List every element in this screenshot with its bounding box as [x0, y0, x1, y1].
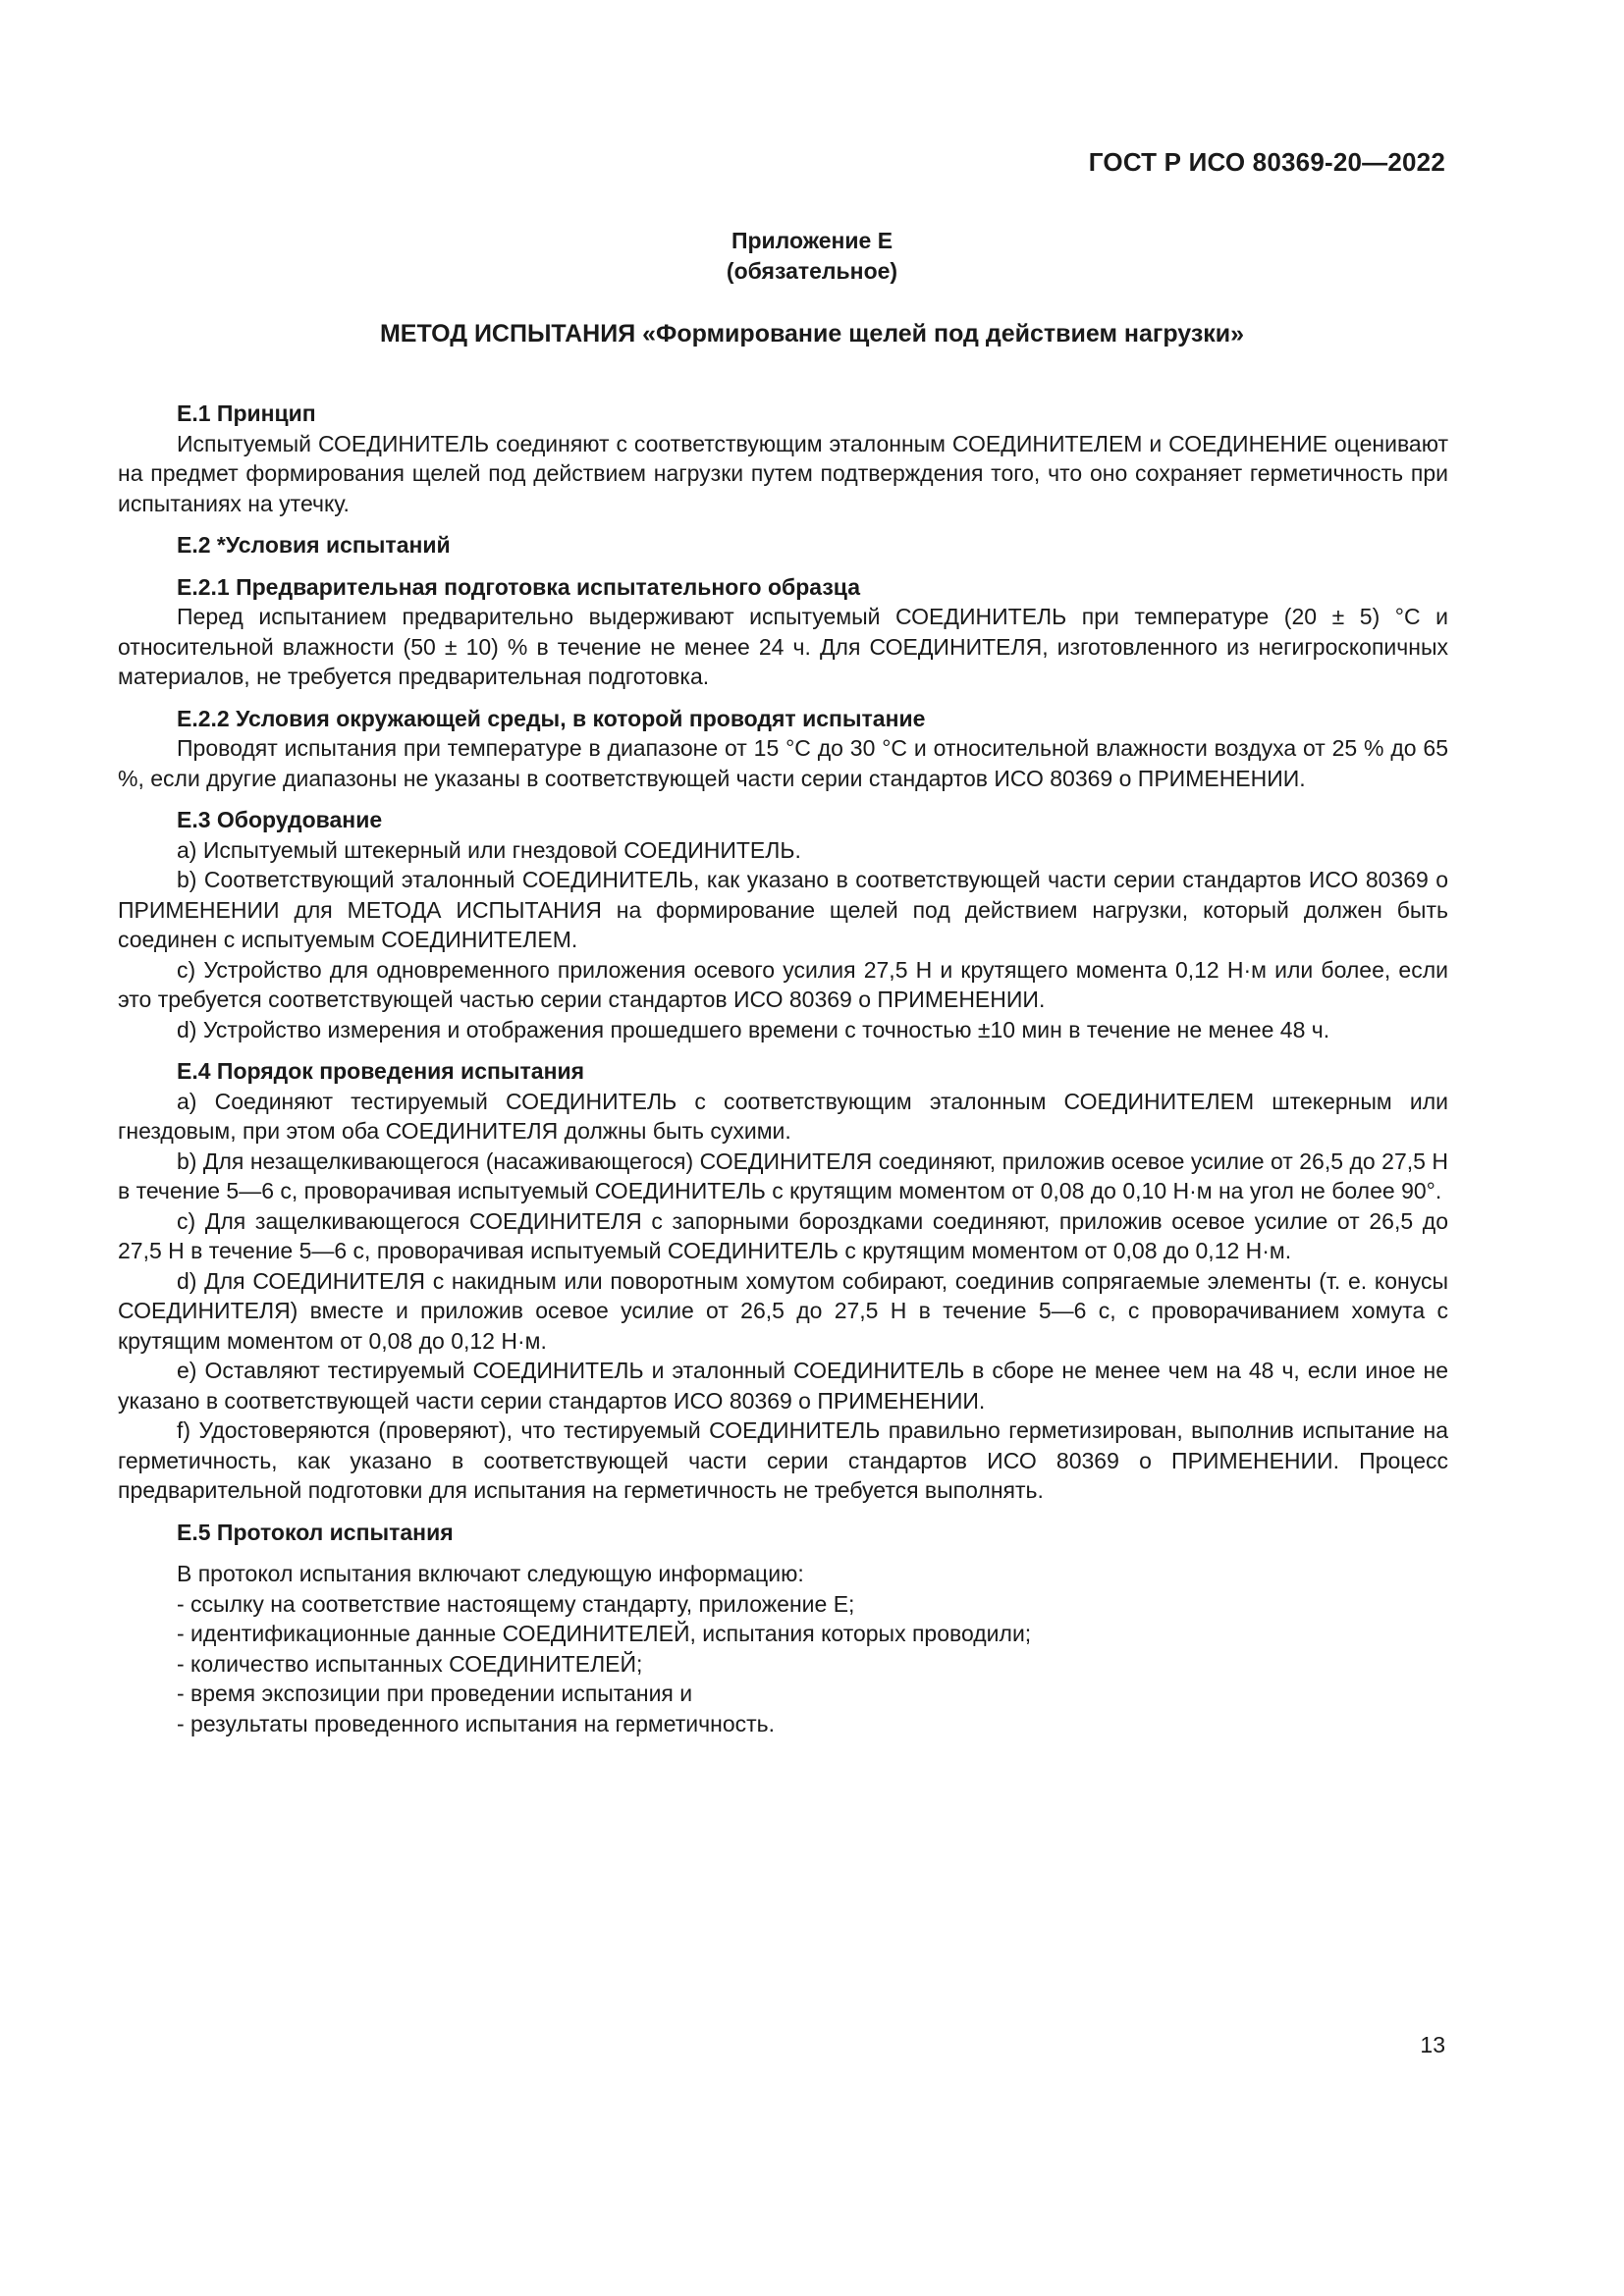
list-item: a) Испытуемый штекерный или гнездовой СОЕДИНИТЕЛЬ. [177, 836, 801, 863]
list-item: c) Устройство для одновременного приложения осевого усилия 27,5 Н и крутящего момента 0,12 Н·м или более, если это требуется соответствующей частью серии стандартов ИСО 80369 о ПРИМЕНЕНИИ. [118, 956, 1448, 1012]
annex-status: (обязательное) [726, 258, 898, 284]
section-heading-e5: Е.5 Протокол испытания [177, 1519, 454, 1545]
section-heading-e3: Е.3 Оборудование [177, 807, 383, 832]
annex-title: МЕТОД ИСПЫТАНИЯ «Формирование щелей под действием нагрузки» [379, 320, 1245, 347]
section-heading-e1: Е.1 Принцип [177, 400, 316, 426]
page-number: 13 [1420, 2032, 1445, 2057]
paragraph: Проводят испытания при температуре в диапазоне от 15 °С до 30 °С и относительной влажности воздуха от 25 % до 65 %, если другие диапазоны не указаны в соответствующей части серии стандартов ИСО 80369 о ПРИМЕНЕНИИ. [118, 735, 1448, 791]
annex-block [0, 226, 1624, 287]
paragraph: Перед испытанием предварительно выдерживают испытуемый СОЕДИНИТЕЛЬ при температуре (20 ± 5) °С и относительной влажности (50 ± 10) % в течение не менее 24 ч. Для СОЕДИНИТЕЛЯ, изготовленного из негигроскопичных материалов, не требуется предварительная подготовка. [118, 604, 1448, 689]
annex-label: Приложение Е [731, 228, 893, 253]
list-item: - количество испытанных СОЕДИНИТЕЛЕЙ; [177, 1650, 643, 1677]
list-item: f) Удостоверяются (проверяют), что тестируемый СОЕДИНИТЕЛЬ правильно герметизирован, выполнив испытание на герметичность, как указано в соответствующей части серии стандартов ИСО 80369 о ПРИМЕНЕНИИ. Процесс предварительной подготовки для испытания на герметичность не требуется выполнять. [118, 1417, 1448, 1503]
list-item: - идентификационные данные СОЕДИНИТЕЛЕЙ, испытания которых проводили; [177, 1621, 1032, 1646]
section-heading-e22: Е.2.2 Условия окружающей среды, в которой проводят испытание [177, 705, 926, 731]
list-item: d) Устройство измерения и отображения прошедшего времени с точностью ±10 мин в течение не менее 48 ч. [177, 1016, 1330, 1042]
list-item: d) Для СОЕДИНИТЕЛЯ с накидным или поворотным хомутом собирают, соединив сопрягаемые элементы (т. е. конусы СОЕДИНИТЕЛЯ) вместе и приложив осевое усилие от 26,5 до 27,5 Н в течение 5—6 с, с проворачиванием хомута с крутящим моментом от 0,08 до 0,12 Н·м. [118, 1267, 1448, 1354]
section-heading-e21: Е.2.1 Предварительная подготовка испытательного образца [177, 573, 861, 600]
document-body [118, 399, 1448, 1738]
list-item: - результаты проведенного испытания на герметичность. [177, 1710, 776, 1736]
list-item: b) Соответствующий эталонный СОЕДИНИТЕЛЬ, как указано в соответствующей части серии стандартов ИСО 80369 о ПРИМЕНЕНИИ для МЕТОДА ИСПЫТАНИЯ на формирование щелей под действием нагрузки, который должен быть соединен с испытуемым СОЕДИНИТЕЛЕМ. [118, 867, 1448, 952]
list-item: b) Для незащелкивающегося (насаживающегося) СОЕДИНИТЕЛЯ соединяют, приложив осевое усилие от 26,5 до 27,5 Н в течение 5—6 с, проворачивая испытуемый СОЕДИНИТЕЛЬ с крутящим моментом от 0,08 до 0,10 Н·м на угол не более 90°. [118, 1148, 1448, 1203]
paragraph: Испытуемый СОЕДИНИТЕЛЬ соединяют с соответствующим эталонным СОЕДИНИТЕЛЕМ и СОЕДИНЕНИЕ оценивают на предмет формирования щелей под действием нагрузки путем подтверждения того, что оно сохраняет герметичность при испытаниях на утечку. [118, 430, 1448, 516]
list-item: - ссылку на соответствие настоящему стандарту, приложение Е; [177, 1590, 855, 1617]
list-item: - время экспозиции при проведении испытания и [177, 1681, 693, 1706]
list-item: a) Соединяют тестируемый СОЕДИНИТЕЛЬ с соответствующим эталонным СОЕДИНИТЕЛЕМ штекерным или гнездовым, при этом оба СОЕДИНИТЕЛЯ должны быть сухими. [118, 1088, 1448, 1144]
standard-id: ГОСТ Р ИСО 80369-20—2022 [1088, 147, 1445, 177]
section-heading-e2: Е.2 *Условия испытаний [177, 532, 451, 558]
section-heading-e4: Е.4 Порядок проведения испытания [177, 1058, 585, 1084]
list-item: c) Для защелкивающегося СОЕДИНИТЕЛЯ с запорными бороздками соединяют, приложив осевое усилие от 26,5 до 27,5 Н в течение 5—6 с, проворачивая испытуемый СОЕДИНИТЕЛЬ с крутящим моментом от 0,08 до 0,12 Н·м. [118, 1207, 1448, 1263]
paragraph: В протокол испытания включают следующую информацию: [177, 1561, 804, 1586]
list-item: e) Оставляют тестируемый СОЕДИНИТЕЛЬ и эталонный СОЕДИНИТЕЛЬ в сборе не менее чем на 48 ч, если иное не указано в соответствующей части серии стандартов ИСО 80369 о ПРИМЕНЕНИИ. [118, 1358, 1448, 1414]
